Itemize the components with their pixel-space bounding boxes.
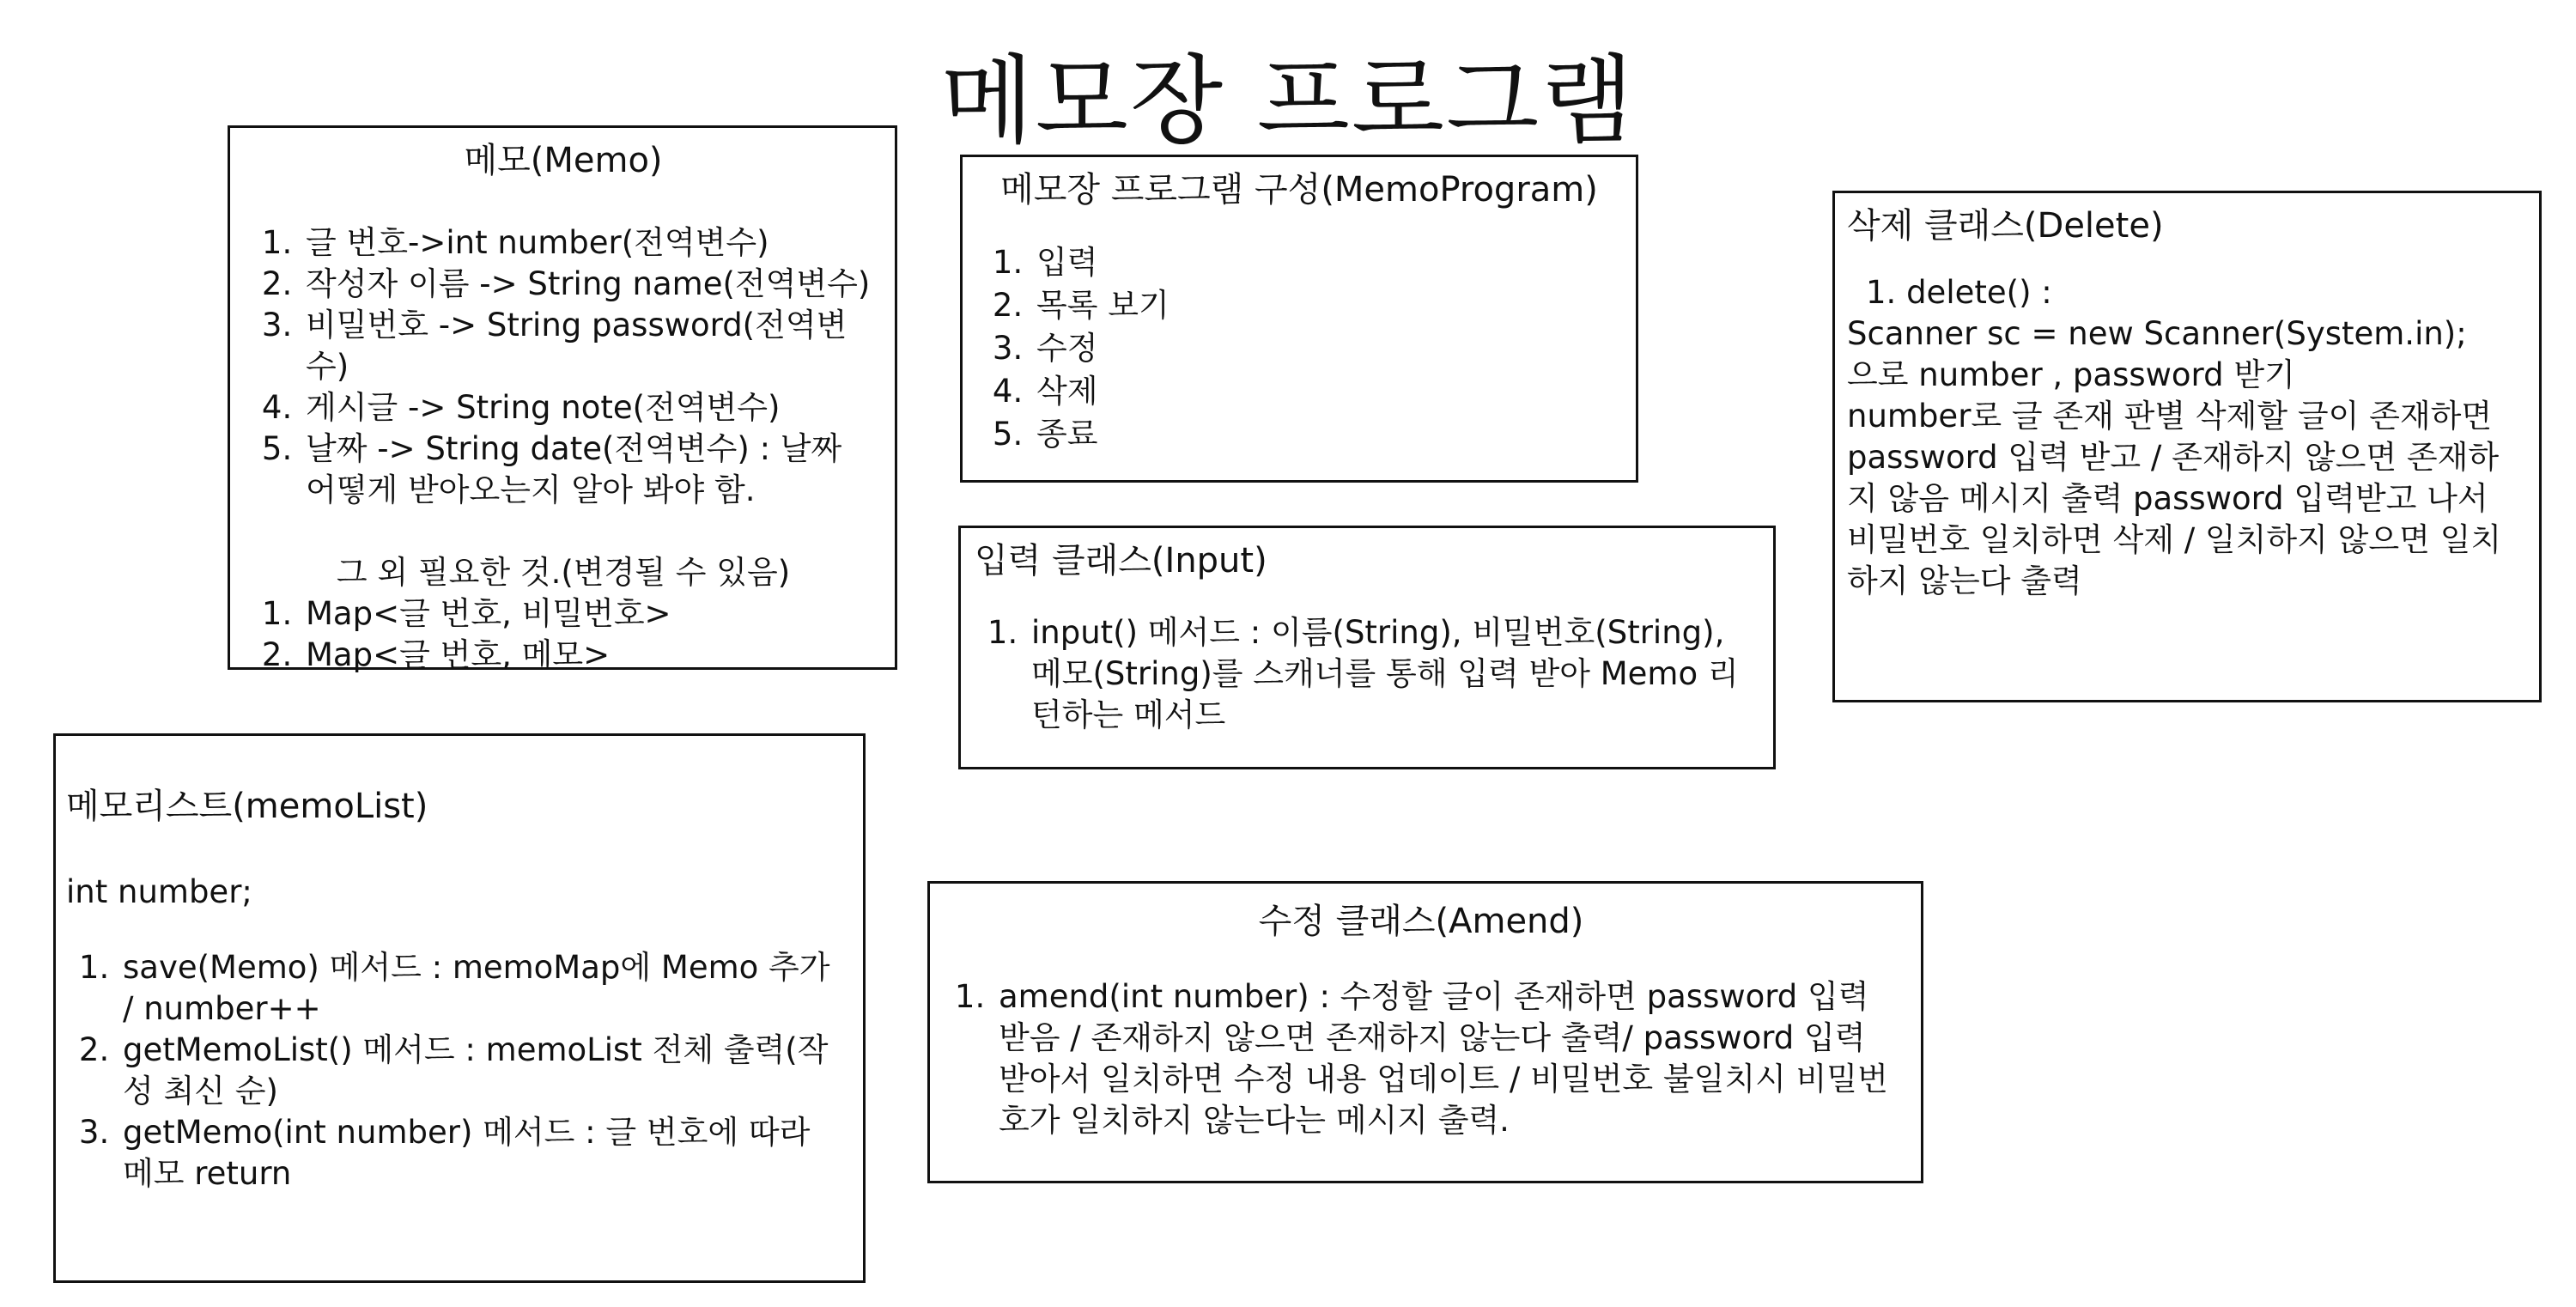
memo-field: 1. 글 번호->int number(전역변수) [302, 222, 874, 264]
program-box [960, 155, 1638, 483]
program-menu-list [983, 241, 1615, 456]
program-heading: 메모장 프로그램 구성(MemoProgram) [1000, 170, 1598, 210]
input-method-list [975, 612, 1756, 736]
delete-box [1832, 191, 2542, 702]
amend-method-item: 1. amend(int number) : 수정할 글이 존재하면 password 입력받음 / 존재하지 않으면 존재하지 않는다 출력/ password 입력 받아서 일치하면 수정 내용 업데이트 / 비밀번호 불일치시 비밀번호가 일치하지 않는다는 메시지 출력. [995, 976, 1895, 1141]
memo-extra-item: 1. Map<글 번호, 비밀번호> [302, 593, 874, 635]
memo-extra-heading: 그 외 필요한 것.(변경될 수 있음) [336, 554, 791, 591]
program-menu-item: 2. 목록 보기 [1033, 284, 1615, 327]
amend-heading: 수정 클래스(Amend) [1258, 902, 1584, 941]
input-method-item: 1. input() 메서드 : 이름(String), 비밀번호(String), 메모(String)를 스캐너를 통해 입력 받아 Memo 리턴하는 메서드 [1028, 612, 1756, 736]
delete-method: 1. delete() : [1866, 274, 2052, 311]
amend-method-list [947, 976, 1895, 1141]
page-title: 메모장 프로그램 [940, 46, 1636, 157]
memo-extra-list [252, 593, 874, 676]
memolist-method-item: 1. save(Memo) 메서드 : memoMap에 Memo 추가 / number++ [119, 947, 849, 1030]
memo-field: 4. 게시글 -> String note(전역변수) [302, 387, 874, 429]
memo-field: 2. 작성자 이름 -> String name(전역변수) [302, 264, 874, 305]
memolist-field: int number; [66, 873, 252, 910]
memo-field-list [252, 222, 874, 511]
memolist-box [53, 733, 866, 1283]
memolist-heading: 메모리스트(memoList) [66, 787, 428, 826]
memo-field: 3. 비밀번호 -> String password(전역변수) [302, 305, 874, 387]
memolist-method-item: 3. getMemo(int number) 메서드 : 글 번호에 따라 메모 return [119, 1112, 849, 1195]
memo-field: 5. 날짜 -> String date(전역변수) : 날짜 어떻게 받아오는지 알아 봐야 함. [302, 429, 874, 511]
delete-logic-desc: number로 글 존재 판별 삭제할 글이 존재하면 password 입력 받고 / 존재하지 않으면 존재하지 않음 메시지 출력 password 입력받고 나서 비밀번호 일치하면 삭제 / 일치하지 않으면 일치하지 않는다 출력 [1847, 398, 2502, 599]
memo-box [228, 125, 897, 673]
program-menu-item: 5. 종료 [1033, 413, 1615, 456]
memo-extra-item: 2. Map<글 번호, 메모> [302, 635, 874, 676]
memolist-method-list [66, 947, 849, 1195]
program-menu-item: 1. 입력 [1033, 241, 1615, 284]
program-menu-item: 3. 수정 [1033, 327, 1615, 370]
amend-box [927, 881, 1923, 1183]
program-menu-item: 4. 삭제 [1033, 370, 1615, 413]
input-heading: 입력 클래스(Input) [975, 541, 1267, 581]
delete-input-desc: 으로 number , password 받기 [1847, 356, 2295, 393]
input-box [958, 526, 1776, 769]
memolist-method-item: 2. getMemoList() 메서드 : memoList 전체 출력(작성 최신 순) [119, 1030, 849, 1112]
delete-scanner-code: Scanner sc = new Scanner(System.in); [1847, 315, 2467, 352]
memo-heading: 메모(Memo) [464, 141, 663, 180]
delete-heading: 삭제 클래스(Delete) [1847, 206, 2164, 246]
